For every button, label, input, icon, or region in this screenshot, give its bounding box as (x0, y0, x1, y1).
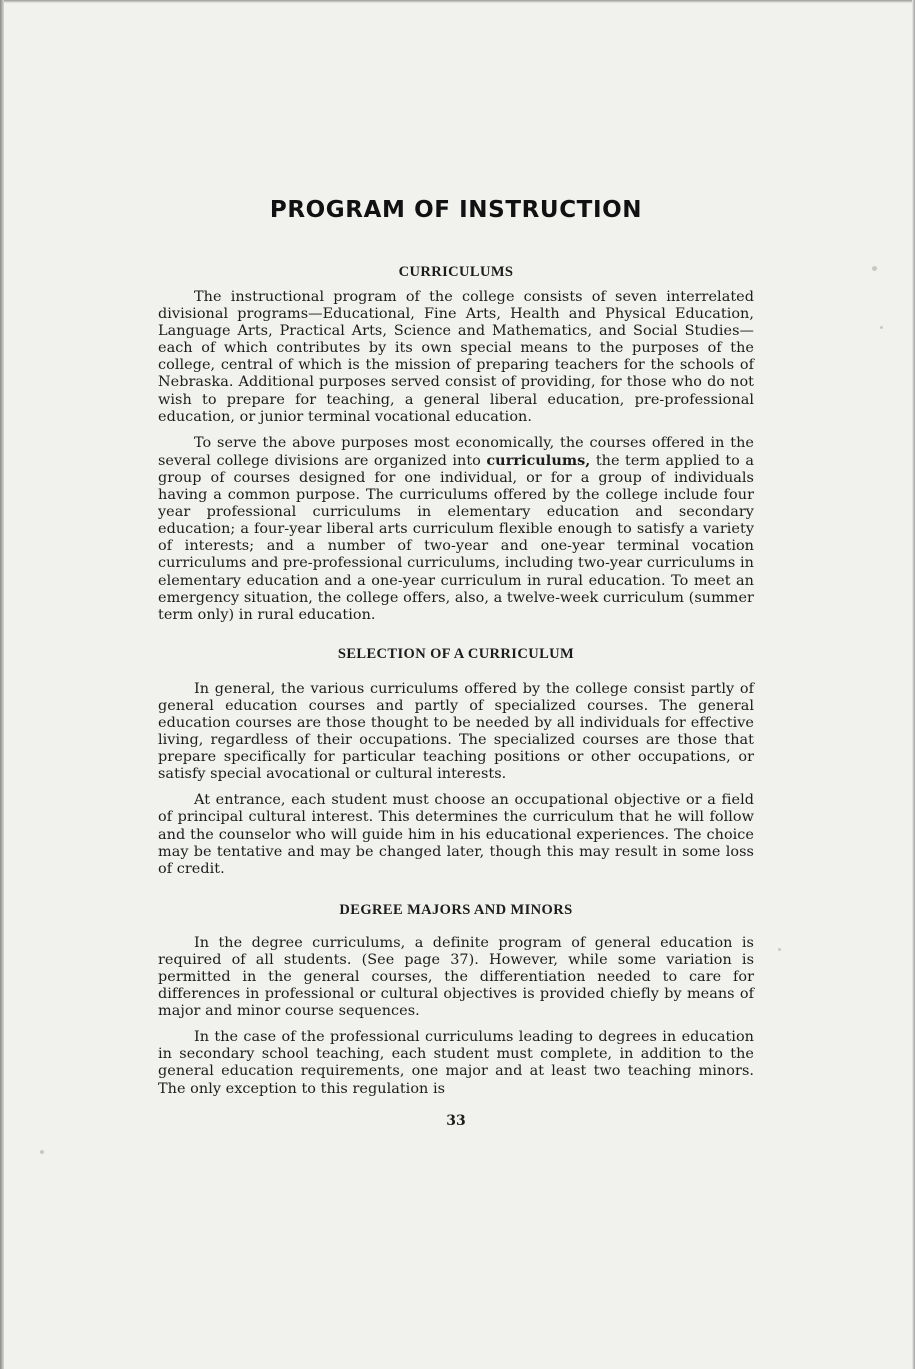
section-heading: DEGREE MAJORS AND MINORS (339, 901, 573, 918)
paragraph: In general, the various curriculums offered by the college consist partly of general education courses and partly of specialized courses. The general education courses are those thought to be needed by all individuals for effective living, regardless of their occupations. The specialized courses are those that prepare specifically for particular teaching positions or other occupations, or satisfy special avocational or cultural interests. (158, 680, 754, 783)
paragraph-text: the term applied to a group of courses designed for one individual, or for a group of individuals having a common purpose. The curriculums offered by the college include four year professional curriculums in elementary education and secondary education; a four-year liberal arts curriculum flexible enough to satisfy a variety of interests; and a number of two-year and one-year terminal vocation curriculums and pre-professional curriculums, including two-year curriculums in elementary education and a one-year curriculum in rural education. To meet an emergency situation, the college offers, also, a twelve-week curriculum (summer term only) in rural education. (158, 452, 755, 623)
scan-speck (778, 948, 781, 951)
section-heading: CURRICULUMS (398, 264, 514, 280)
paragraph: In the case of the professional curriculums leading to degrees in education in secondary school teaching, each student must complete, in addition to the general education requirements, one major and at least two teaching minors. The only exception to this regulation is (158, 1029, 754, 1097)
page-title: PROGRAM OF INSTRUCTION (269, 197, 643, 223)
page-number: 33 (446, 1112, 466, 1129)
section-heading: SELECTION OF A CURRICULUM (337, 645, 575, 662)
scan-speck (40, 1150, 44, 1154)
paragraph (158, 435, 754, 624)
bold-term: curriculums, (486, 451, 591, 469)
section-curriculums (158, 263, 754, 624)
section-selection-of-a-curriculum (158, 645, 754, 878)
paragraph: The instructional program of the college consists of seven interrelated divisional programs—Educational, Fine Arts, Health and Physical Education, Language Arts, Practical Arts, Science and Mathematics, and Social Studies—each of which contributes by its own special means to the purposes of the college, central of which is the mission of preparing teachers for the schools of Nebraska. Additional purposes served consist of providing, for those who do not wish to prepare for teaching, a general liberal education, pre-professional education, or junior terminal vocational education. (158, 289, 754, 425)
paragraph-text: To serve the above purposes most economically, the courses offered in the several college divisions are organized into (158, 434, 754, 469)
page-edge-left (0, 0, 4, 1369)
page-content (158, 195, 754, 1130)
scan-speck (880, 326, 883, 329)
scan-speck (872, 266, 877, 271)
paragraph: In the degree curriculums, a definite program of general education is required of all students. (See page 37). However, while some variation is permitted in the general courses, the differentiation needed to care for differences in professional or cultural objectives is provided chiefly by means of major and minor course sequences. (158, 934, 754, 1020)
page-edge-top (0, 0, 915, 3)
section-degree-majors-and-minors (158, 901, 754, 1098)
paragraph: At entrance, each student must choose an occupational objective or a field of principal cultural interest. This determines the curriculum that he will follow and the counselor who will guide him in his educational experiences. The choice may be tentative and may be changed later, though this may result in some loss of credit. (158, 792, 754, 877)
